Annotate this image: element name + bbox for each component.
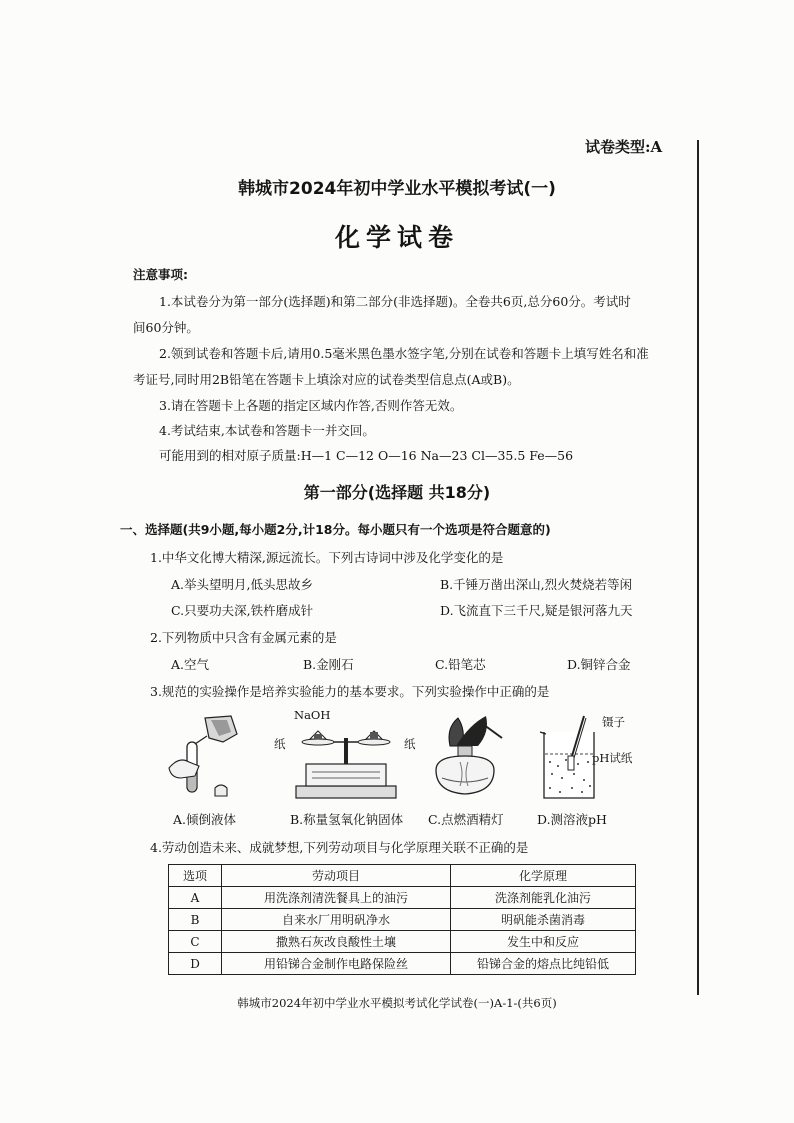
row-labor-item: 撒熟石灰改良酸性土壤 [222,931,451,953]
figure-ph-test [538,712,633,804]
label-paper-left: 纸 [274,737,286,751]
label-ph-paper: pH试纸 [592,751,633,765]
notice-heading: 注意事项: [133,267,188,282]
label-tweezers: 镊子 [602,715,625,729]
row-option: C [169,931,222,953]
header-option: 选项 [169,865,222,887]
table-row [169,909,636,931]
atomic-masses: 可能用到的相对原子质量:H—1 C—12 O—16 Na—23 Cl—35.5 Fe—56 [159,448,574,463]
q1-stem: 1.中华文化博大精深,源远流长。下列古诗词中涉及化学变化的是 [150,550,504,565]
notice-line-1-cont: 间60分钟。 [133,320,199,335]
q3-option-c: C.点燃酒精灯 [428,812,504,827]
q3-option-b: B.称量氢氧化钠固体 [290,812,404,827]
notice-line-1: 1.本试卷分为第一部分(选择题)和第二部分(非选择题)。全卷共6页,总分60分。考试时 [159,294,631,309]
label-naoh: NaOH [294,708,331,722]
row-chem-principle: 铅锑合金的熔点比纯铅低 [451,953,636,975]
row-chem-principle: 发生中和反应 [451,931,636,953]
notice-line-2-cont: 考证号,同时用2B铅笔在答题卡上填涂对应的试卷类型信息点(A或B)。 [133,372,520,387]
q2-option-c: C.铅笔芯 [435,657,486,672]
header-labor-item: 劳动项目 [222,865,451,887]
figure-pour-liquid [165,712,245,804]
row-option: A [169,887,222,909]
exam-title: 韩城市2024年初中学业水平模拟考试(一) [238,179,556,199]
row-chem-principle: 明矾能杀菌消毒 [451,909,636,931]
row-option: D [169,953,222,975]
choice-heading: 一、选择题(共9小题,每小题2分,计18分。每小题只有一个选项是符合题意的) [120,522,551,537]
q2-option-b: B.金刚石 [303,657,354,672]
margin-rule [697,140,699,995]
table-row [169,887,636,909]
figure-balance [274,708,416,804]
row-chem-principle: 洗涤剂能乳化油污 [451,887,636,909]
header-chem-principle: 化学原理 [451,865,636,887]
q1-option-d: D.飞流直下三千尺,疑是银河落九天 [440,603,633,618]
q3-stem: 3.规范的实验操作是培养实验能力的基本要求。下列实验操作中正确的是 [150,684,550,699]
row-labor-item: 自来水厂用明矾净水 [222,909,451,931]
table-header-row [169,865,636,887]
q4-stem: 4.劳动创造未来、成就梦想,下列劳动项目与化学原理关联不正确的是 [150,840,529,855]
section-title: 第一部分(选择题 共18分) [303,483,491,502]
label-paper-right: 纸 [404,737,416,751]
row-option: B [169,909,222,931]
row-labor-item: 用铅锑合金制作电路保险丝 [222,953,451,975]
q4-table [168,864,636,975]
q2-option-a: A.空气 [171,657,210,672]
q3-option-d: D.测溶液pH [537,812,607,827]
paper-type: 试卷类型:A [585,138,663,156]
notice-line-3: 3.请在答题卡上各题的指定区域内作答,否则作答无效。 [159,398,463,413]
figure-alcohol-lamp [428,712,512,804]
table-row [169,931,636,953]
page-footer: 韩城市2024年初中学业水平模拟考试化学试卷(一)A-1-(共6页) [237,996,557,1010]
q2-option-d: D.铜锌合金 [567,657,631,672]
subject-title: 化学试卷 [334,223,459,252]
notice-line-4: 4.考试结束,本试卷和答题卡一并交回。 [159,423,375,438]
notice-line-2: 2.领到试卷和答题卡后,请用0.5毫米黑色墨水签字笔,分别在试卷和答题卡上填写姓名和准 [159,346,649,361]
q2-stem: 2.下列物质中只含有金属元素的是 [150,630,337,645]
q3-option-a: A.倾倒液体 [173,812,237,827]
row-labor-item: 用洗涤剂清洗餐具上的油污 [222,887,451,909]
q1-option-a: A.举头望明月,低头思故乡 [171,577,313,592]
q1-option-c: C.只要功夫深,铁杵磨成针 [171,603,314,618]
q1-option-b: B.千锤万凿出深山,烈火焚烧若等闲 [440,577,633,592]
table-row [169,953,636,975]
